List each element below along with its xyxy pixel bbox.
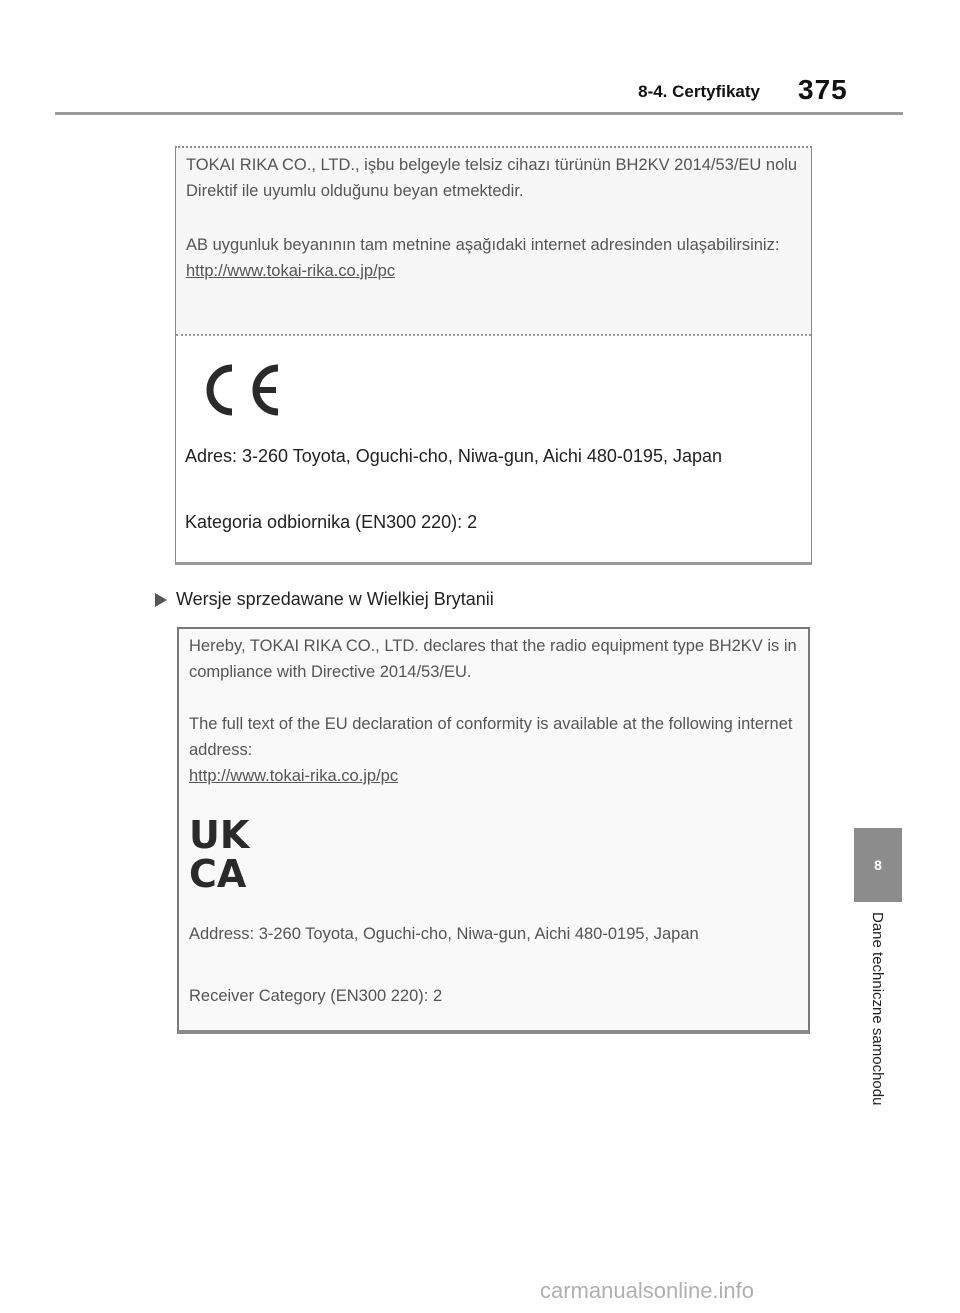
eu-declaration-url: http://www.tokai-rika.co.jp/pc [186,262,396,280]
uk-versions-heading: Wersje sprzedawane w Wielkiej Brytanii [176,589,494,609]
chapter-tab [854,828,902,902]
watermark: carmanualsonline.info [540,1278,755,1303]
bullet-arrow-icon [155,593,167,607]
eu-receiver-category: Kategoria odbiornika (EN300 220): 2 [185,512,478,532]
ukca-mark-line2: CA [189,852,247,891]
ce-mark-icon [196,360,286,420]
eu-availability-text: AB uygunluk beyanının tam metnine aşağıdaki internet adresinden ulaşabilirsiniz: [186,236,780,254]
uk-availability-text: The full text of the EU declaration of conformity is available at the following internet address: [189,715,793,759]
uk-declaration-text: Hereby, TOKAI RIKA CO., LTD. declares that the radio equipment type BH2KV is in compliance with Directive 2014/53/EU. [189,637,797,681]
eu-certificate-box [175,146,812,565]
uk-declaration-url: http://www.tokai-rika.co.jp/pc [189,767,399,785]
eu-declaration-scan [176,148,811,334]
eu-address: Adres: 3-260 Toyota, Oguchi-cho, Niwa-gun, Aichi 480-0195, Japan [185,446,722,466]
uk-declaration-availability [189,711,804,789]
eu-declaration-text: TOKAI RIKA CO., LTD., işbu belgeyle telsiz cihazı türünün BH2KV 2014/53/EU nolu Direktif ile uyumlu olduğunu beyan etmektedir. [186,156,798,200]
uk-certificate-box [177,627,810,1034]
uk-receiver-category: Receiver Category (EN300 220): 2 [189,987,443,1005]
section-title: 8-4. Certyfikaty [638,82,760,101]
eu-declaration-availability [186,232,806,284]
ukca-mark-icon [189,815,259,891]
uk-address: Address: 3-260 Toyota, Oguchi-cho, Niwa-gun, Aichi 480-0195, Japan [189,925,699,943]
page-number: 375 [798,74,848,105]
chapter-number: 8 [874,857,882,873]
eu-divider [176,334,811,336]
chapter-name: Dane techniczne samochodu [869,912,886,1106]
header-rule [55,112,903,115]
ukca-mark-line1: UK [189,815,250,857]
